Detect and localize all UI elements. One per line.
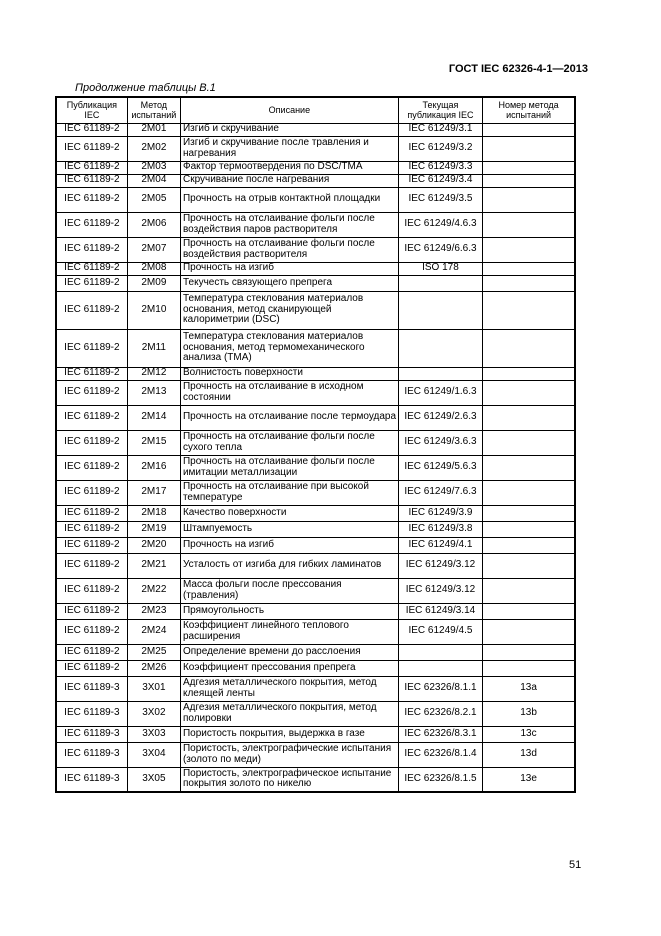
table-row	[56, 187, 575, 212]
description-cell: Прочность на отслаивание фольги после сухого тепла	[180, 430, 398, 455]
publication-cell: IEC 61189-2	[56, 660, 127, 676]
table-row	[56, 603, 575, 619]
description-cell: Прочность на отслаивание в исходном состоянии	[180, 380, 398, 405]
current-publication-cell	[398, 291, 482, 329]
publication-cell: IEC 61189-2	[56, 329, 127, 367]
table-row	[56, 212, 575, 237]
method-number-cell: 13e	[483, 767, 575, 792]
method-number-cell	[483, 187, 575, 212]
description-cell: Штампуемость	[180, 521, 398, 537]
current-publication-cell	[398, 367, 482, 380]
method-number-cell	[483, 237, 575, 262]
current-publication-cell: IEC 61249/4.5	[398, 619, 482, 644]
current-publication-cell: IEC 61249/3.5	[398, 187, 482, 212]
publication-cell: IEC 61189-2	[56, 380, 127, 405]
current-publication-cell	[398, 275, 482, 291]
method-number-cell	[483, 405, 575, 430]
table-row	[56, 430, 575, 455]
method-number-cell	[483, 275, 575, 291]
description-cell: Температура стеклования материалов основания, метод термомеханического анализа (TMA)	[180, 329, 398, 367]
table-row	[56, 262, 575, 275]
description-cell: Скручивание после нагревания	[180, 174, 398, 187]
publication-cell: IEC 61189-2	[56, 187, 127, 212]
description-cell: Усталость от изгиба для гибких ламинатов	[180, 553, 398, 578]
publication-cell: IEC 61189-3	[56, 701, 127, 726]
table-body	[56, 123, 575, 792]
current-publication-cell: IEC 62326/8.3.1	[398, 726, 482, 742]
current-publication-cell: IEC 62326/8.1.5	[398, 767, 482, 792]
column-header: Метод испытаний	[127, 97, 180, 123]
table-row	[56, 380, 575, 405]
publication-cell: IEC 61189-2	[56, 521, 127, 537]
column-header: Текущая публикация IEC	[398, 97, 482, 123]
method-cell: 2M15	[127, 430, 180, 455]
description-cell: Прочность на отслаивание фольги после имитации металлизации	[180, 455, 398, 480]
publication-cell: IEC 61189-2	[56, 367, 127, 380]
method-number-cell: 13d	[483, 742, 575, 767]
table-row	[56, 742, 575, 767]
table-row	[56, 291, 575, 329]
method-number-cell	[483, 161, 575, 174]
method-number-cell	[483, 291, 575, 329]
current-publication-cell: IEC 61249/1.6.3	[398, 380, 482, 405]
current-publication-cell	[398, 329, 482, 367]
method-cell: 2M18	[127, 505, 180, 521]
method-cell: 2M06	[127, 212, 180, 237]
method-cell: 2M02	[127, 136, 180, 161]
description-cell: Качество поверхности	[180, 505, 398, 521]
method-cell: 2M24	[127, 619, 180, 644]
method-cell: 3X03	[127, 726, 180, 742]
current-publication-cell: IEC 61249/3.2	[398, 136, 482, 161]
table-row	[56, 767, 575, 792]
method-cell: 3X01	[127, 676, 180, 701]
publication-cell: IEC 61189-2	[56, 174, 127, 187]
publication-cell: IEC 61189-2	[56, 262, 127, 275]
method-cell: 2M08	[127, 262, 180, 275]
publication-cell: IEC 61189-2	[56, 578, 127, 603]
publication-cell: IEC 61189-2	[56, 619, 127, 644]
table-row	[56, 553, 575, 578]
current-publication-cell: IEC 61249/6.6.3	[398, 237, 482, 262]
method-cell: 2M23	[127, 603, 180, 619]
method-number-cell	[483, 619, 575, 644]
publication-cell: IEC 61189-3	[56, 742, 127, 767]
method-number-cell	[483, 380, 575, 405]
publication-cell: IEC 61189-3	[56, 726, 127, 742]
table-row	[56, 136, 575, 161]
method-number-cell	[483, 644, 575, 660]
publication-cell: IEC 61189-2	[56, 537, 127, 553]
description-cell: Прочность на отслаивание фольги после воздействия паров растворителя	[180, 212, 398, 237]
method-number-cell	[483, 367, 575, 380]
description-cell: Прочность на отслаивание после термоудара	[180, 405, 398, 430]
current-publication-cell: IEC 61249/3.14	[398, 603, 482, 619]
method-number-cell	[483, 262, 575, 275]
publication-cell: IEC 61189-2	[56, 237, 127, 262]
description-cell: Коэффициент линейного теплового расширения	[180, 619, 398, 644]
method-number-cell	[483, 430, 575, 455]
method-number-cell	[483, 578, 575, 603]
current-publication-cell: IEC 61249/3.4	[398, 174, 482, 187]
description-cell: Изгиб и скручивание	[180, 123, 398, 136]
publication-cell: IEC 61189-2	[56, 291, 127, 329]
table-row	[56, 237, 575, 262]
description-cell: Волнистость поверхности	[180, 367, 398, 380]
method-cell: 2M16	[127, 455, 180, 480]
current-publication-cell: ISO 178	[398, 262, 482, 275]
method-cell: 2M11	[127, 329, 180, 367]
method-number-cell: 13b	[483, 701, 575, 726]
document-header: ГОСТ IEC 62326-4-1—2013	[448, 63, 588, 75]
method-cell: 2M17	[127, 480, 180, 505]
method-cell: 2M04	[127, 174, 180, 187]
description-cell: Масса фольги после прессования (травления)	[180, 578, 398, 603]
method-cell: 2M21	[127, 553, 180, 578]
description-cell: Прочность на отслаивание при высокой температуре	[180, 480, 398, 505]
description-cell: Пористость, электрографические испытания (золото по меди)	[180, 742, 398, 767]
table-row	[56, 367, 575, 380]
current-publication-cell	[398, 660, 482, 676]
publication-cell: IEC 61189-2	[56, 161, 127, 174]
table-row	[56, 521, 575, 537]
description-cell: Изгиб и скручивание после травления и нагревания	[180, 136, 398, 161]
publication-cell: IEC 61189-2	[56, 455, 127, 480]
method-number-cell	[483, 136, 575, 161]
current-publication-cell: IEC 61249/3.8	[398, 521, 482, 537]
description-cell: Определение времени до расслоения	[180, 644, 398, 660]
column-header: Публикация IEC	[56, 97, 127, 123]
publication-cell: IEC 61189-3	[56, 676, 127, 701]
method-cell: 2M25	[127, 644, 180, 660]
current-publication-cell	[398, 644, 482, 660]
description-cell: Прямоугольность	[180, 603, 398, 619]
current-publication-cell: IEC 61249/4.6.3	[398, 212, 482, 237]
publication-cell: IEC 61189-2	[56, 553, 127, 578]
current-publication-cell: IEC 61249/3.3	[398, 161, 482, 174]
page-number: 51	[569, 859, 582, 871]
method-cell: 2M12	[127, 367, 180, 380]
method-number-cell	[483, 480, 575, 505]
publication-cell: IEC 61189-2	[56, 136, 127, 161]
method-cell: 2M13	[127, 380, 180, 405]
table-row	[56, 405, 575, 430]
publication-cell: IEC 61189-2	[56, 430, 127, 455]
method-cell: 2M20	[127, 537, 180, 553]
table-row	[56, 123, 575, 136]
method-number-cell	[483, 660, 575, 676]
method-number-cell	[483, 329, 575, 367]
publication-cell: IEC 61189-2	[56, 212, 127, 237]
method-cell: 2M03	[127, 161, 180, 174]
method-cell: 2M14	[127, 405, 180, 430]
method-cell: 3X04	[127, 742, 180, 767]
method-cell: 2M10	[127, 291, 180, 329]
publication-cell: IEC 61189-2	[56, 405, 127, 430]
table-row	[56, 701, 575, 726]
description-cell: Прочность на изгиб	[180, 262, 398, 275]
method-number-cell	[483, 553, 575, 578]
method-cell: 2M19	[127, 521, 180, 537]
table-row	[56, 676, 575, 701]
column-header: Номер метода испытаний	[483, 97, 575, 123]
current-publication-cell: IEC 61249/3.1	[398, 123, 482, 136]
method-cell: 2M26	[127, 660, 180, 676]
method-cell: 2M22	[127, 578, 180, 603]
table-row	[56, 619, 575, 644]
method-cell: 2M01	[127, 123, 180, 136]
method-number-cell	[483, 521, 575, 537]
method-cell: 2M07	[127, 237, 180, 262]
table-row	[56, 329, 575, 367]
table-row	[56, 174, 575, 187]
method-number-cell: 13c	[483, 726, 575, 742]
description-cell: Прочность на изгиб	[180, 537, 398, 553]
description-cell: Температура стеклования материалов основания, метод сканирующей калориметрии (DSC)	[180, 291, 398, 329]
table-row	[56, 480, 575, 505]
method-cell: 3X05	[127, 767, 180, 792]
method-cell: 2M09	[127, 275, 180, 291]
method-number-cell	[483, 174, 575, 187]
current-publication-cell: IEC 61249/7.6.3	[398, 480, 482, 505]
current-publication-cell: IEC 61249/5.6.3	[398, 455, 482, 480]
method-cell: 3X02	[127, 701, 180, 726]
publication-cell: IEC 61189-3	[56, 767, 127, 792]
description-cell: Пористость покрытия, выдержка в газе	[180, 726, 398, 742]
table-row	[56, 275, 575, 291]
publication-cell: IEC 61189-2	[56, 644, 127, 660]
table-row	[56, 726, 575, 742]
current-publication-cell: IEC 61249/3.12	[398, 553, 482, 578]
description-cell: Адгезия металлического покрытия, метод полировки	[180, 701, 398, 726]
current-publication-cell: IEC 61249/3.6.3	[398, 430, 482, 455]
current-publication-cell: IEC 61249/4.1	[398, 537, 482, 553]
table-header-row	[56, 97, 575, 123]
method-number-cell	[483, 455, 575, 480]
current-publication-cell: IEC 62326/8.2.1	[398, 701, 482, 726]
table-row	[56, 161, 575, 174]
publication-cell: IEC 61189-2	[56, 480, 127, 505]
column-header: Описание	[180, 97, 398, 123]
current-publication-cell: IEC 61249/3.9	[398, 505, 482, 521]
current-publication-cell: IEC 62326/8.1.1	[398, 676, 482, 701]
method-number-cell	[483, 537, 575, 553]
table-row	[56, 505, 575, 521]
publication-cell: IEC 61189-2	[56, 275, 127, 291]
method-number-cell: 13a	[483, 676, 575, 701]
table-row	[56, 578, 575, 603]
description-cell: Прочность на отрыв контактной площадки	[180, 187, 398, 212]
description-cell: Фактор термоотвердения по DSC/TMA	[180, 161, 398, 174]
description-cell: Коэффициент прессования препрега	[180, 660, 398, 676]
description-cell: Адгезия металлического покрытия, метод клеящей ленты	[180, 676, 398, 701]
description-cell: Текучесть связующего препрега	[180, 275, 398, 291]
method-number-cell	[483, 505, 575, 521]
description-cell: Прочность на отслаивание фольги после воздействия растворителя	[180, 237, 398, 262]
publication-cell: IEC 61189-2	[56, 505, 127, 521]
methods-table	[55, 96, 576, 793]
table-row	[56, 644, 575, 660]
table-row	[56, 660, 575, 676]
description-cell: Пористость, электрографическое испытание покрытия золото по никелю	[180, 767, 398, 792]
method-number-cell	[483, 212, 575, 237]
method-number-cell	[483, 123, 575, 136]
table-row	[56, 537, 575, 553]
current-publication-cell: IEC 62326/8.1.4	[398, 742, 482, 767]
method-number-cell	[483, 603, 575, 619]
publication-cell: IEC 61189-2	[56, 603, 127, 619]
publication-cell: IEC 61189-2	[56, 123, 127, 136]
current-publication-cell: IEC 61249/3.12	[398, 578, 482, 603]
table-caption: Продолжение таблицы В.1	[75, 82, 216, 94]
table-row	[56, 455, 575, 480]
method-cell: 2M05	[127, 187, 180, 212]
current-publication-cell: IEC 61249/2.6.3	[398, 405, 482, 430]
